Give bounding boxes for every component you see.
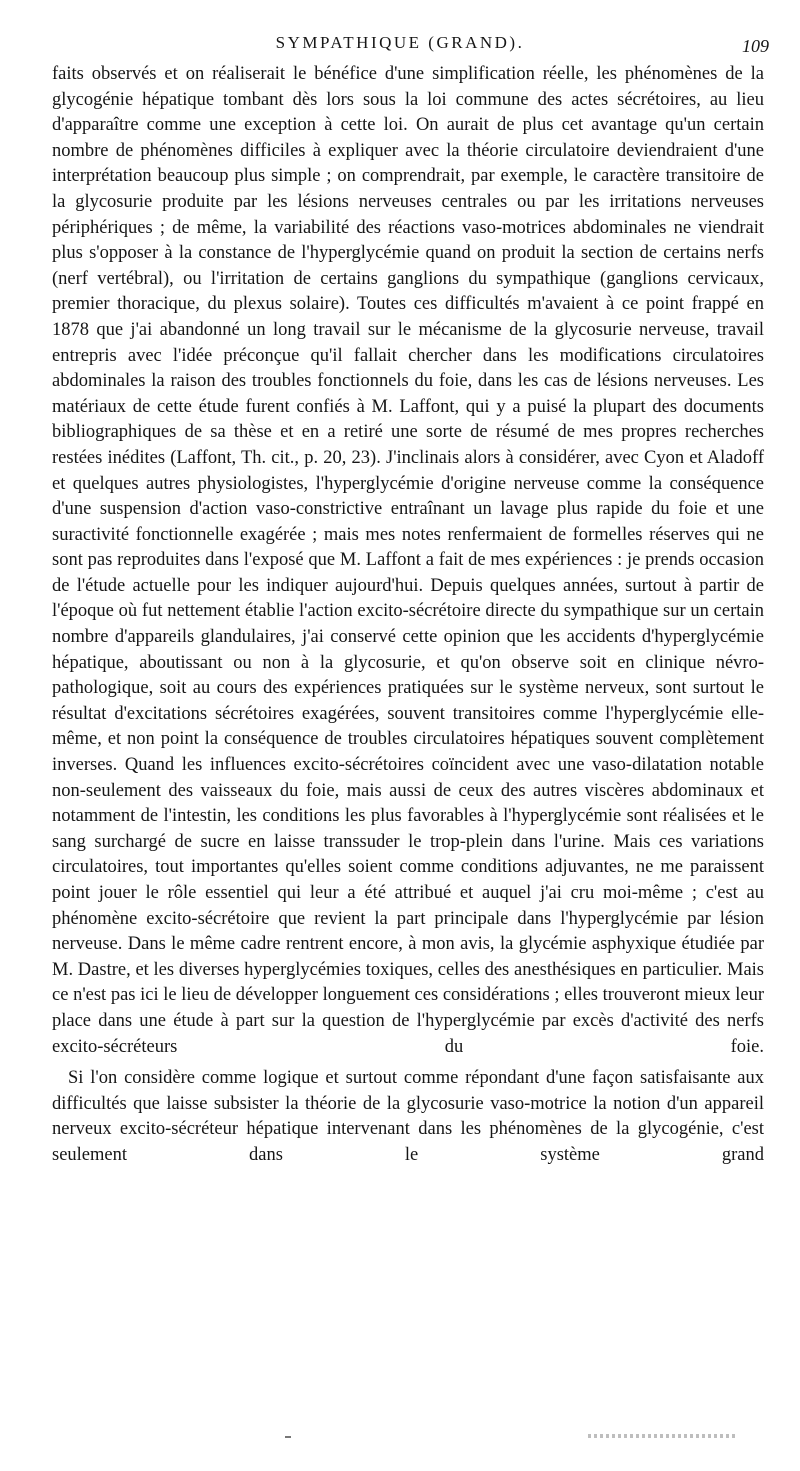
footer-marks: [0, 1428, 800, 1448]
footer-dash: [285, 1436, 291, 1438]
paragraph: Si l'on considère comme logique et surtout comme répondant d'une façon satisfaisante aux difficultés que laisse subsister la théorie de la glycosurie vaso-motrice la notion d'un appareil nerveux excito-sécréteur hépatique intervenant dans les phénomènes de la glycogénie, c'est seulement dans le système grand: [52, 1068, 764, 1165]
page-number: 109: [742, 36, 769, 56]
running-header: [0, 30, 800, 56]
body-text: [52, 62, 764, 1169]
running-title: SYMPATHIQUE (GRAND).: [275, 33, 525, 52]
paragraph: faits observés et on réaliserait le bénéfice d'une simplification réelle, les phénomènes de la glycogénie hépatique tombant dès lors sous la loi commune des actes sécrétoires, au lieu d'apparaître comme une exception à cette loi. On aurait de plus cet avantage qu'un certain nombre de phénomènes difficiles à expliquer avec la théorie circulatoire deviendraient d'une interprétation beaucoup plus simple ; on comprendrait, par exemple, le caractère transitoire de la glycosurie produite par les lésions nerveuses centrales ou par les irritations nerveuses périphériques ; de même, la variabilité des réactions vaso-motrices abdominales ne viendrait plus s'opposer à la constance de l'hyperglycémie quand on produit la section de certains nerfs (nerf vertébral), ou l'irritation de certains ganglions du sympathique (ganglions cervicaux, premier thoracique, du plexus solaire). Toutes ces difficultés m'avaient à ce point frappé en 1878 que j'ai abandonné un long travail sur le mécanisme de la glycosurie nerveuse, travail entrepris avec l'idée préconçue qu'il fallait chercher dans les modifications circulatoires abdominales la raison des troubles fonctionnels du foie, dans les cas de lésions nerveuses. Les matériaux de cette étude furent confiés à M. Laffont, qui y a puisé la plupart des documents bibliographiques de sa thèse et en a retiré une sorte de résumé de mes propres recherches restées inédites (Laffont, Th. cit., p. 20, 23). J'inclinais alors à considérer, avec Cyon et Aladoff et quelques autres physiologistes, l'hyperglycémie d'origine nerveuse comme la conséquence d'une suspension d'action vaso-constrictive entraînant un lavage plus rapide du foie et une suractivité fonctionnelle exagérée ; mais mes notes renfermaient de formelles réserves qui ne sont pas reproduites dans l'exposé que M. Laffont a fait de mes expériences : je prends occasion de l'étude actuelle pour les indiquer aujourd'hui. Depuis quelques années, surtout à partir de l'époque où fut nettement établie l'action excito-sécrétoire directe du sympathique sur un certain nombre d'appareils glandulaires, j'ai conservé cette opinion que les accidents d'hyperglycémie hépatique, aboutissant ou non à la glycosurie, et qu'on observe soit en clinique névro-pathologique, soit au cours des expériences pratiquées sur le système nerveux, sont surtout le résultat d'excitations sécrétoires exagérées, souvent transitoires comme l'hyperglycémie elle-même, et non point la conséquence de troubles circulatoires hépatiques souvent complètement inverses. Quand les influences excito-sécrétoires coïncident avec une vaso-dilatation notable non-seulement des vaisseaux du foie, mais aussi de ceux des autres viscères abdominaux et notamment de l'intestin, les conditions les plus favorables à l'hyperglycémie sont réalisées et le sang surchargé de sucre en laisse transsuder le trop-plein dans l'urine. Mais ces variations circulatoires, tout importantes qu'elles soient comme conditions adjuvantes, ne me paraissent point jouer le rôle essentiel qui leur a été attribué et auquel j'ai cru moi-même ; c'est au phénomène excito-sécrétoire que revient la part principale dans l'hyperglycémie par lésion nerveuse. Dans le même cadre rentrent encore, à mon avis, la glycémie asphyxique étudiée par M. Dastre, et les diverses hyperglycémies toxiques, celles des anesthésiques en particulier. Mais ce n'est pas ici le lieu de développer longuement ces considérations ; elles trouveront mieux leur place dans une étude à part sur la question de l'hyperglycémie par excès d'activité des nerfs excito-sécréteurs du foie.: [52, 64, 764, 1057]
footer-smudge: [588, 1434, 738, 1438]
